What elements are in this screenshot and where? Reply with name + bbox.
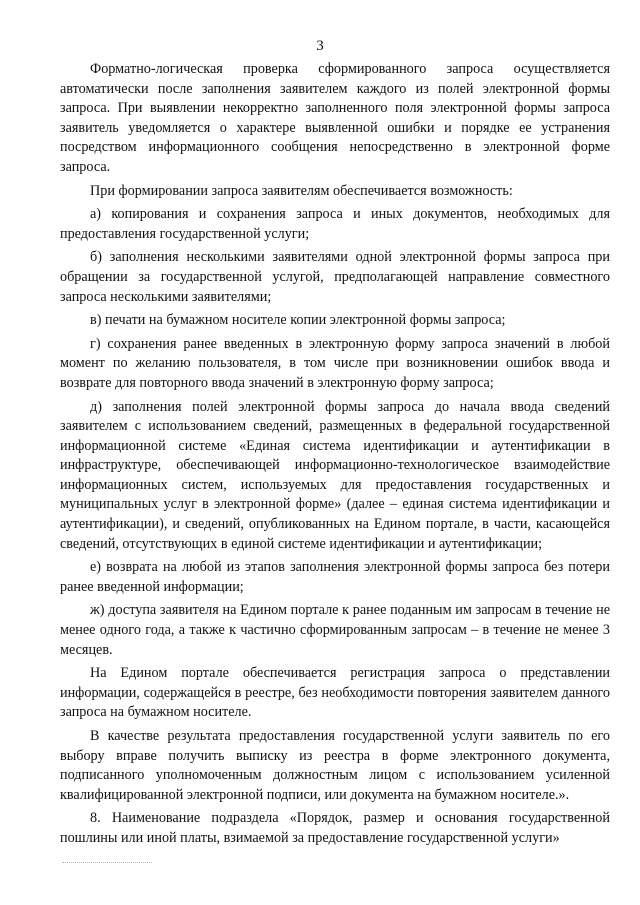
paragraph-registration: На Едином портале обеспечивается регистрация запроса о представлении информации, содержащейся в реестре, без необходимости повторения заявителем данного запроса на бумажном носителе. (60, 665, 610, 721)
page-number: 3 (316, 38, 324, 54)
list-item-d: д) заполнения полей электронной формы запроса до начала ввода сведений заявителем с использованием сведений, размещенных в федеральной государственной информационной системе «Единая система идентификации и аутентификации в инфраструктуре, обеспечивающей информационно-технологическое взаимодействие информационных систем, используемых для предоставления государственных и муниципальных услуг в электронной форме» (далее – единая система идентификации и аутентификации), и сведений, опубликованных на Едином портале, в части, касающейся сведений, отсутствующих в единой системе идентификации и аутентификации; (60, 398, 610, 552)
list-item-b: б) заполнения несколькими заявителями одной электронной формы запроса при обращении за государственной услугой, предполагающей направление совместного запроса несколькими заявителями; (60, 249, 610, 305)
paragraph-format-check: Форматно-логическая проверка сформированного запроса осуществляется автоматически после заполнения заявителем каждого из полей электронной формы запроса. При выявлении некорректно заполненного поля электронной формы запроса заявитель уведомляется о характере выявленной ошибки и порядке ее устранения посредством информационного сообщения непосредственно в электронной форме запроса. (60, 61, 610, 175)
paragraph-section-8: 8. Наименование подраздела «Порядок, размер и основания государственной пошлины или иной платы, взимаемой за предоставление государственной услуги» (60, 810, 610, 846)
paragraph-result: В качестве результата предоставления государственной услуги заявитель по его выбору вправе получить выписку из реестра в форме электронного документа, подписанного уполномоченным должностным лицом с использованием усиленной квалифицированной электронной подписи, или документа на бумажном носителе.». (60, 728, 610, 803)
list-item-v: в) печати на бумажном носителе копии электронной формы запроса; (90, 312, 506, 329)
scan-artifact (62, 862, 152, 865)
list-item-g: г) сохранения ранее введенных в электронную форму запроса значений в любой момент по желанию пользователя, в том числе при возникновении ошибок ввода и возврате для повторного ввода значений в электронную форму запроса; (60, 335, 610, 391)
paragraph-possibilities-intro: При формировании запроса заявителям обеспечивается возможность: (90, 182, 513, 199)
list-item-e: е) возврата на любой из этапов заполнения электронной формы запроса без потери ранее введенной информации; (60, 559, 610, 595)
list-item-a: а) копирования и сохранения запроса и иных документов, необходимых для предоставления государственной услуги; (60, 206, 610, 242)
document-body (60, 60, 610, 853)
list-item-zh: ж) доступа заявителя на Едином портале к ранее поданным им запросам в течение не менее одного года, а также к частично сформированным запросам – в течение не менее 3 месяцев. (60, 602, 610, 658)
